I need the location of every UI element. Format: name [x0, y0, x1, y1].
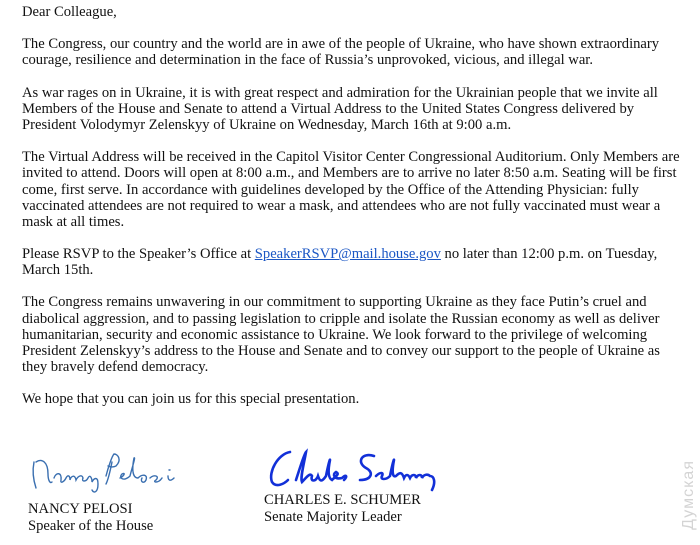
letter-body [22, 4, 680, 408]
text-line: invited to attend. Doors will open at 8:00 a.m., and Members are to arrive no later 8:50 a.m. Seating will be first [22, 165, 677, 182]
paragraph-1 [22, 36, 680, 68]
text-line: The Congress, our country and the world are in awe of the people of Ukraine, who have shown extraordinary [22, 36, 660, 53]
text-line: President Zelenskyy’s address to the House and Senate and to convey our support to the people of Ukraine as [22, 343, 660, 359]
signer-name: CHARLES E. SCHUMER [264, 492, 421, 508]
signer-name: NANCY PELOSI [28, 501, 133, 517]
paragraph-2 [22, 85, 680, 134]
text-line: The Congress remains unwavering in our commitment to supporting Ukraine as they face Putin’s cruel and [22, 294, 647, 311]
text-line: diabolical aggression, and to passing legislation to cripple and isolate the Russian economy as well as deliver [22, 310, 660, 327]
signer-pelosi [28, 501, 153, 535]
text-line: March 15th. [22, 262, 94, 279]
text-line: Members of the House and Senate to attend a Virtual Address to the United States Congress delivered by [22, 100, 635, 117]
text-line: As war rages on in Ukraine, it is with great respect and admiration for the Ukrainian people that we invite all [22, 84, 658, 101]
signer-title: Speaker of the House [28, 518, 154, 534]
paragraph-rsvp [22, 246, 680, 278]
rsvp-text: no later than 12:00 p.m. on Tuesday, [440, 246, 658, 263]
text-line: The Virtual Address will be received in the Capitol Visitor Center Congressional Auditorium. Only Members are [22, 149, 680, 166]
text-line: President Volodymyr Zelenskyy of Ukraine on Wednesday, March 16th at 9:00 a.m. [22, 116, 512, 133]
signer-schumer [264, 492, 421, 526]
closing: We hope that you can join us for this special presentation. [22, 391, 360, 408]
pelosi-signature [28, 448, 198, 496]
salutation: Dear Colleague, [22, 4, 117, 20]
text-line [22, 246, 680, 262]
text-line: mask at all times. [22, 213, 125, 230]
text-line: courage, resilience and determination in the face of Russia’s unprovoked, vicious, and illegal war. [22, 52, 594, 69]
text-line: humanitarian, security and economic assistance to Ukraine. We look forward to the privilege of welcoming [22, 326, 648, 343]
schumer-signature [264, 446, 444, 494]
rsvp-text: Please RSVP to the Speaker’s Office at [22, 246, 255, 263]
paragraph-5 [22, 294, 680, 375]
text-line: they bravely defend democracy. [22, 359, 209, 376]
signer-title: Senate Majority Leader [264, 509, 402, 525]
rsvp-email-link[interactable]: SpeakerRSVP@mail.house.gov [254, 246, 441, 263]
watermark: Думская [680, 460, 697, 530]
paragraph-3 [22, 149, 680, 230]
text-line: vaccinated attendees are not required to wear a mask, and attendees who are not fully vaccinated must wear a [22, 197, 661, 214]
text-line: come, first serve. In accordance with guidelines developed by the Office of the Attending Physician: fully [22, 181, 639, 198]
